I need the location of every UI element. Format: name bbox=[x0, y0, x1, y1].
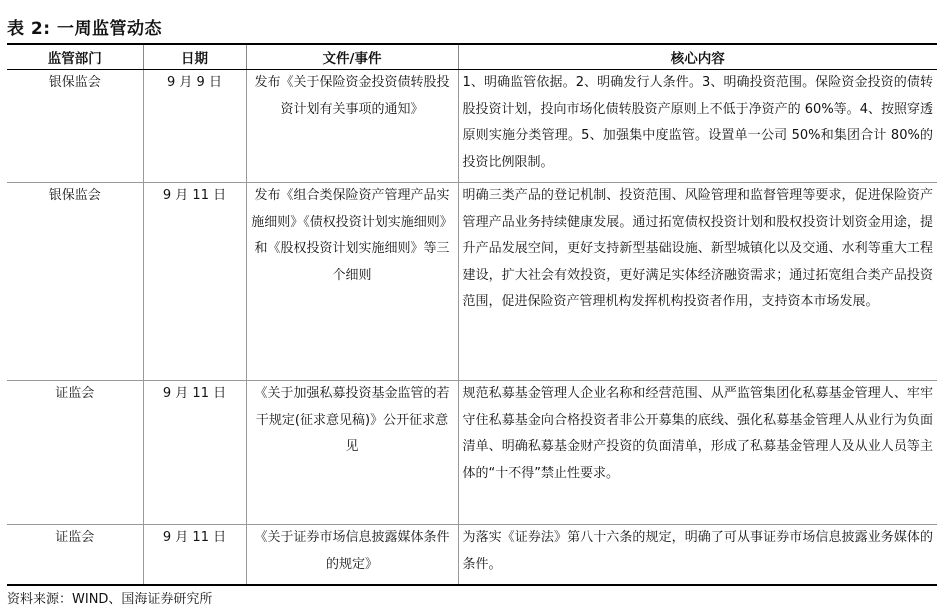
header-content: 核心内容 bbox=[458, 44, 937, 70]
cell-date bbox=[143, 70, 246, 183]
cell-content-text: 明确三类产品的登记机制、投资范围、风险管理和监督管理等要求，促进保险资产管理产品业务持续健康发展。通过拓宽债权投资计划和股权投资计划资金用途，提升产品发展空间，更好支持新型基础设施、新型城镇化以及交通、水利等重大工程建设，扩大社会有效投资，更好满足实体经济融资需求；通过拓宽组合类产品投资范围，促进保险资产管理机构发挥机构投资者作用，支持资本市场发展。 bbox=[462, 188, 933, 309]
cell-dept bbox=[7, 70, 143, 183]
cell-content bbox=[458, 70, 937, 183]
cell-date bbox=[143, 183, 246, 381]
cell-date bbox=[143, 525, 246, 585]
cell-doc bbox=[246, 70, 458, 183]
table-row bbox=[7, 381, 937, 525]
cell-date-text: 9 月 11 日 bbox=[162, 386, 227, 401]
cell-dept-text: 银保监会 bbox=[48, 75, 101, 90]
regulatory-table bbox=[7, 43, 937, 586]
cell-content bbox=[458, 381, 937, 525]
cell-date-text: 9 月 11 日 bbox=[162, 188, 227, 203]
cell-date-text: 9 月 11 日 bbox=[162, 530, 227, 545]
table-header-row bbox=[7, 44, 937, 70]
cell-doc-text: 发布《组合类保险资产管理产品实施细则》《债权投资计划实施细则》和《股权投资计划实施细则》等三个细则 bbox=[251, 188, 453, 283]
cell-dept bbox=[7, 525, 143, 585]
cell-dept-text: 证监会 bbox=[55, 386, 95, 401]
cell-doc bbox=[246, 381, 458, 525]
cell-content-text: 为落实《证券法》第八十六条的规定，明确了可从事证券市场信息披露业务媒体的条件。 bbox=[462, 530, 933, 572]
table-row bbox=[7, 70, 937, 183]
cell-doc bbox=[246, 525, 458, 585]
cell-doc-text: 《关于证券市场信息披露媒体条件的规定》 bbox=[254, 530, 450, 572]
cell-date-text: 9 月 9 日 bbox=[167, 75, 222, 90]
header-dept: 监管部门 bbox=[7, 44, 143, 70]
cell-date bbox=[143, 381, 246, 525]
cell-doc-text: 发布《关于保险资金投资债转股投资计划有关事项的通知》 bbox=[254, 75, 450, 117]
cell-dept bbox=[7, 381, 143, 525]
table-row bbox=[7, 525, 937, 585]
table-row bbox=[7, 183, 937, 381]
cell-content-text: 规范私募基金管理人企业名称和经营范围、从严监管集团化私募基金管理人、牢牢守住私募基金向合格投资者非公开募集的底线、强化私募基金管理人从业行为负面清单、明确私募基金财产投资的负面清单，形成了私募基金管理人及从业人员等主体的“十不得”禁止性要求。 bbox=[462, 386, 933, 481]
cell-content bbox=[458, 183, 937, 381]
cell-dept-text: 证监会 bbox=[55, 530, 95, 545]
source-note: 资料来源：WIND、国海证券研究所 bbox=[7, 592, 213, 607]
cell-doc bbox=[246, 183, 458, 381]
cell-content-text: 1、明确监管依据。2、明确发行人条件。3、明确投资范围。保险资金投资的债转股投资计划，投向市场化债转股资产原则上不低于净资产的 60%等。4、按照穿透原则实施分类管理。5、加强集中度监管。设置单一公司 50%和集团合计 80%的投资比例限制。 bbox=[462, 75, 933, 170]
table-title: 表 2: 一周监管动态 bbox=[7, 19, 162, 39]
header-date: 日期 bbox=[143, 44, 246, 70]
cell-dept bbox=[7, 183, 143, 381]
cell-content bbox=[458, 525, 937, 585]
cell-doc-text: 《关于加强私募投资基金监管的若干规定(征求意见稿)》公开征求意见 bbox=[254, 386, 450, 454]
cell-dept-text: 银保监会 bbox=[48, 188, 101, 203]
header-doc: 文件/事件 bbox=[246, 44, 458, 70]
